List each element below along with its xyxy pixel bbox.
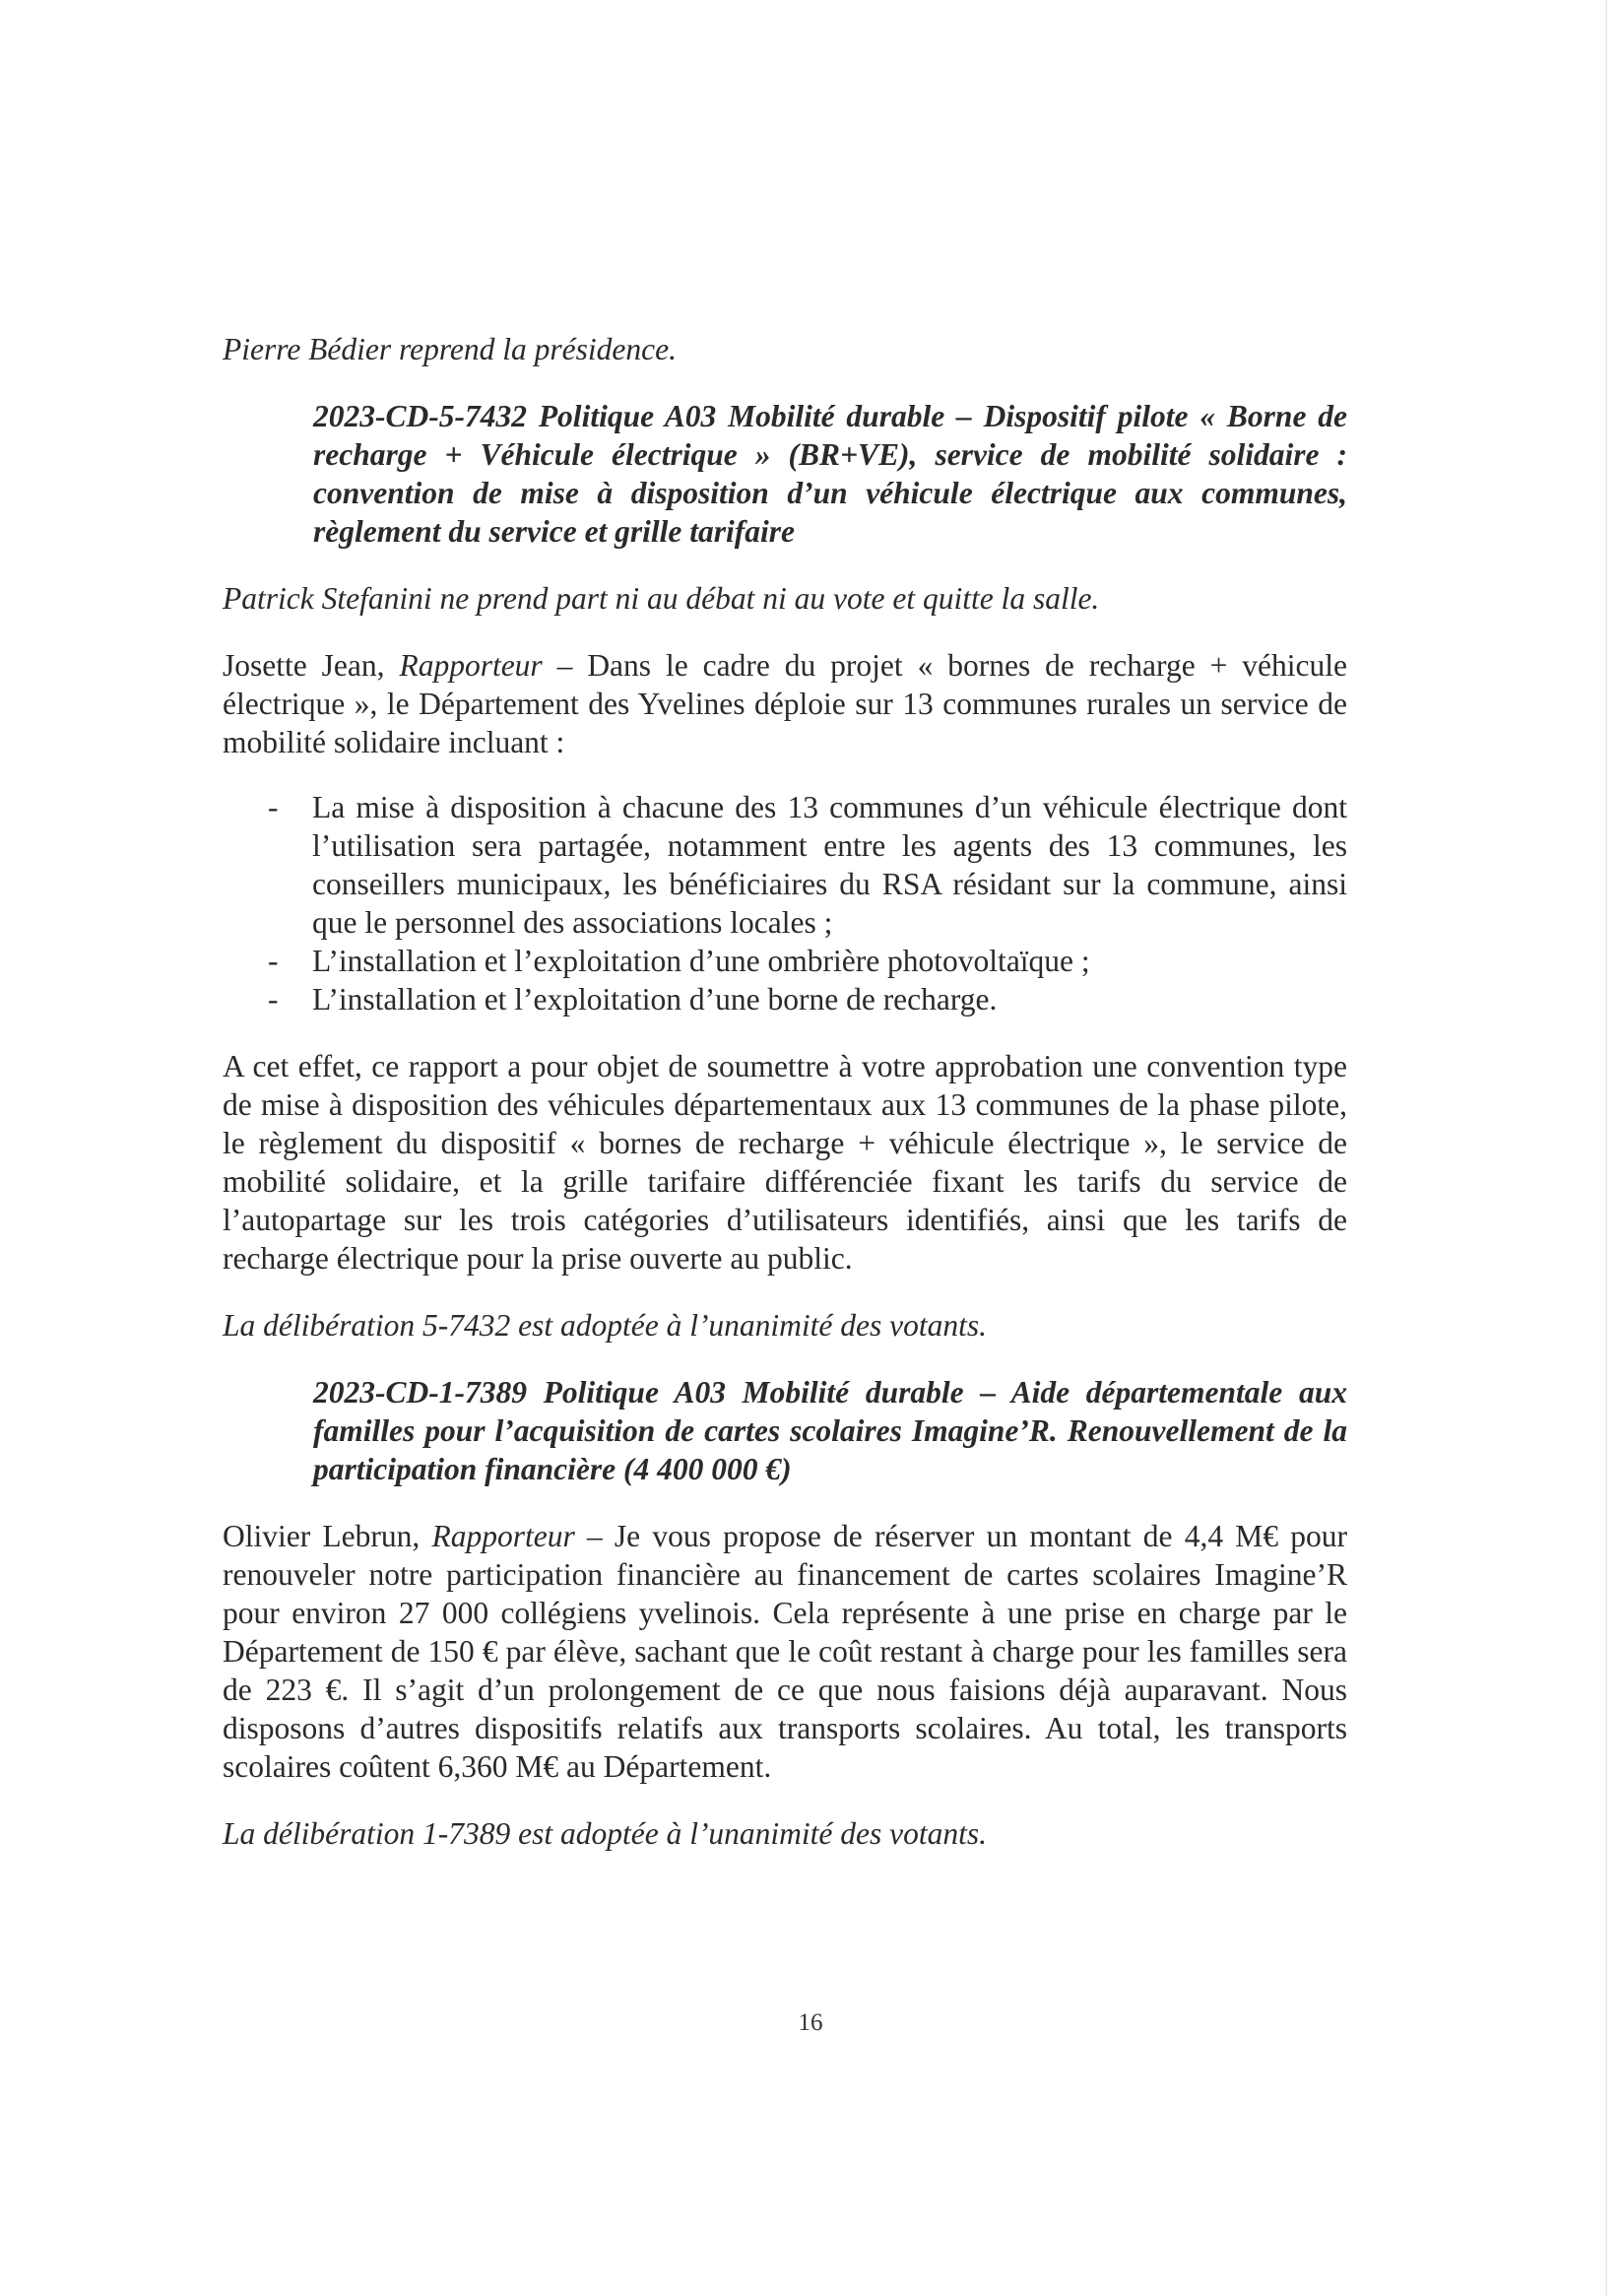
speaker-role: Rapporteur [399,648,543,683]
page-content [223,330,1347,1881]
vote-result-7389: La délibération 1-7389 est adoptée à l’unanimité des votants. [223,1816,988,1851]
bullet-marker: - [268,944,279,978]
bullet-list [223,788,1347,1018]
list-item-text: L’installation et l’exploitation d’une borne de recharge. [312,982,998,1017]
rapporteur-paragraph-7432 [223,646,1347,761]
vote-result-7432: La délibération 5-7432 est adoptée à l’unanimité des votants. [223,1308,988,1343]
scan-edge-shadow [1605,0,1607,2296]
intro-text: – Dans le cadre du projet « bornes de recharge + véhicule électrique », le Département des Yvelines déploie sur 13 communes rurales un service de mobilité solidaire incluant : [223,648,1347,759]
list-item [223,942,1347,980]
page-number: 16 [798,2009,823,2036]
list-item-text: La mise à disposition à chacune des 13 communes d’un véhicule électrique dont l’utilisation sera partagée, notamment entre les agents des 13 communes, les conseillers municipaux, les bénéficiaires du RSA résidant sur la commune, ainsi que le personnel des associations locales ; [312,790,1347,940]
speaker-name: Josette Jean, [223,648,385,683]
list-item [223,980,1347,1018]
list-item [223,788,1347,942]
bullet-marker: - [268,982,279,1017]
presidence-note: Pierre Bédier reprend la présidence. [223,332,677,366]
conclusion-paragraph-7432: A cet effet, ce rapport a pour objet de soumettre à votre approbation une convention type de mise à disposition des véhicules départementaux aux 13 communes de la phase pilote, le règlement du dispositif « bornes de recharge + véhicule électrique », le service de mobilité solidaire, et la grille tarifaire différenciée fixant les tarifs du service de l’autopartage sur les trois catégories d’utilisateurs identifiés, ainsi que les tarifs de recharge électrique pour la prise ouverte au public. [223,1049,1347,1276]
speaker-name: Olivier Lebrun, [223,1519,421,1553]
stefanini-note: Patrick Stefanini ne prend part ni au débat ni au vote et quitte la salle. [223,581,1100,616]
speaker-role: Rapporteur [431,1519,575,1553]
rapporteur-text: – Je vous propose de réserver un montant de 4,4 M€ pour renouveler notre participation financière au financement de cartes scolaires Imagine’R pour environ 27 000 collégiens yvelinois. Cela représente à une prise en charge par le Département de 150 € par élève, sachant que le coût restant à charge pour les familles sera de 223 €. Il s’agit d’un prolongement de ce que nous faisions déjà auparavant. Nous disposons d’autres dispositifs relatifs aux transports scolaires. Au total, les transports scolaires coûtent 6,360 M€ au Département. [223,1519,1348,1784]
bullet-marker: - [268,790,279,824]
deliberation-heading-7389: 2023-CD-1-7389 Politique A03 Mobilité durable – Aide départementale aux familles pour l’acquisition de cartes scolaires Imagine’R. Renouvellement de la participation financière (4 400 000 €) [313,1375,1347,1486]
rapporteur-paragraph-7389 [223,1517,1347,1786]
deliberation-heading-7432: 2023-CD-5-7432 Politique A03 Mobilité durable – Dispositif pilote « Borne de recharge + Véhicule électrique » (BR+VE), service de mobilité solidaire : convention de mise à disposition d’un véhicule électrique aux communes, règlement du service et grille tarifaire [313,399,1347,549]
list-item-text: L’installation et l’exploitation d’une ombrière photovoltaïque ; [312,944,1090,978]
